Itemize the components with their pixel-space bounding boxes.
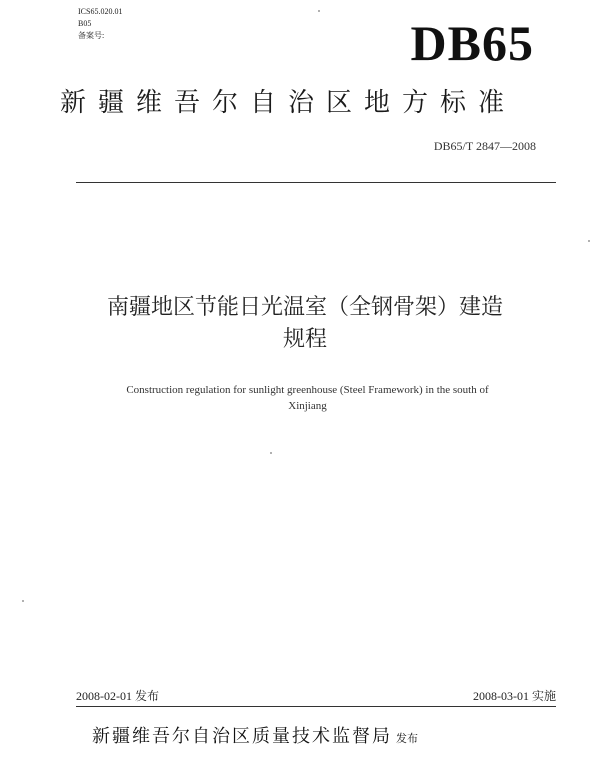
scan-speck <box>318 10 320 12</box>
classification-block <box>78 6 122 42</box>
record-number-label: 备案号: <box>78 31 105 40</box>
ics-code: ICS65.020.01 <box>78 7 123 16</box>
publisher-name: 新疆维吾尔自治区质量技术监督局 <box>92 726 392 747</box>
title-en-line-2: Xinjiang <box>288 400 327 412</box>
title-en-line-1: Construction regulation for sunlight greenhouse (Steel Framework) in the south of <box>126 384 489 396</box>
document-title-cn <box>60 292 550 356</box>
effective-date: 2008-03-01 实施 <box>473 689 556 703</box>
issuer-title: 新疆维吾尔自治区地方标准 <box>60 88 517 118</box>
scan-speck <box>22 600 24 602</box>
scan-speck <box>588 240 590 242</box>
date-row <box>76 687 556 707</box>
bottom-divider <box>76 706 556 707</box>
issue-date: 2008-02-01 发布 <box>76 689 159 703</box>
title-cn-line-1: 南疆地区节能日光温室（全钢骨架）建造 <box>106 295 503 320</box>
standard-code: DB65 <box>410 15 534 71</box>
title-cn-line-2: 规程 <box>282 327 327 352</box>
standard-number: DB65/T 2847—2008 <box>433 139 536 153</box>
top-divider <box>76 182 556 183</box>
ccs-code: B05 <box>78 19 92 28</box>
publisher-suffix: 发布 <box>396 732 418 745</box>
scan-speck <box>270 452 272 454</box>
publisher-line <box>92 722 562 748</box>
document-title-en <box>70 382 545 414</box>
